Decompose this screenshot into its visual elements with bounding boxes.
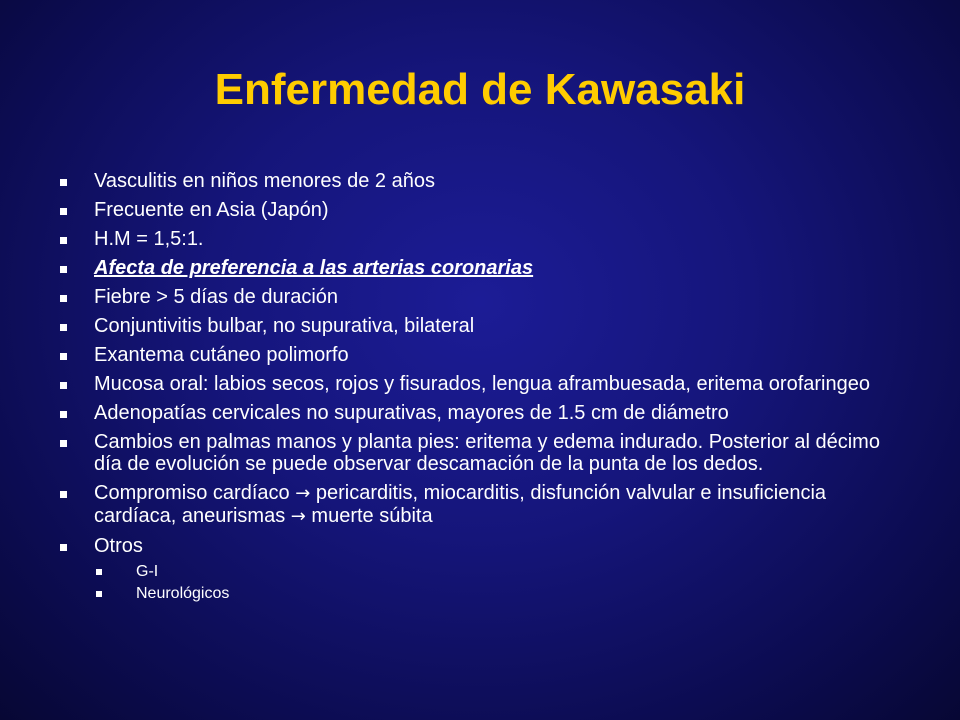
bullet-item: [60, 482, 910, 528]
bullet-text: Adenopatías cervicales no supurativas, mayores de 1.5 cm de diámetro: [94, 402, 729, 424]
square-bullet-icon: [96, 591, 102, 597]
bullet-item: [60, 228, 910, 250]
bullet-text: Conjuntivitis bulbar, no supurativa, bilateral: [94, 315, 475, 337]
bullet-item: [60, 315, 910, 337]
sub-bullet-list: [94, 562, 910, 604]
square-bullet-icon: [60, 266, 67, 273]
bullet-text: Mucosa oral: labios secos, rojos y fisurados, lengua aframbuesada, eritema orofaringeo: [94, 373, 870, 395]
bullet-item: [60, 431, 910, 475]
bullet-text-part: muerte súbita: [311, 505, 433, 527]
right-arrow-icon: →: [295, 483, 311, 504]
bullet-text: Exantema cutáneo polimorfo: [94, 344, 349, 366]
square-bullet-icon: [60, 544, 67, 551]
bullet-item: [60, 402, 910, 424]
square-bullet-icon: [60, 237, 67, 244]
bullet-text: [94, 482, 826, 527]
bullet-item: [60, 373, 910, 395]
bullet-text: Vasculitis en niños menores de 2 años: [94, 170, 435, 192]
right-arrow-icon: →: [290, 506, 306, 527]
square-bullet-icon: [60, 295, 67, 302]
square-bullet-icon: [60, 324, 67, 331]
sub-bullet-item: [96, 584, 910, 604]
bullet-text: Cambios en palmas manos y planta pies: eritema y edema indurado. Posterior al décimo día de evolución se puede observar descamación de la punta de los dedos.: [94, 431, 880, 475]
sub-bullet-text: Neurológicos: [136, 585, 230, 602]
bullet-item: [60, 535, 910, 604]
square-bullet-icon: [60, 491, 67, 498]
bullet-list: [60, 170, 910, 611]
bullet-text: H.M = 1,5:1.: [94, 228, 204, 250]
square-bullet-icon: [96, 569, 102, 575]
square-bullet-icon: [60, 208, 67, 215]
bullet-item: [60, 286, 910, 308]
bullet-item: [60, 199, 910, 221]
bullet-item: [60, 170, 910, 192]
bullet-text: Frecuente en Asia (Japón): [94, 199, 329, 221]
square-bullet-icon: [60, 382, 67, 389]
bullet-text: Otros: [94, 535, 143, 557]
square-bullet-icon: [60, 353, 67, 360]
square-bullet-icon: [60, 179, 67, 186]
slide-title: Enfermedad de Kawasaki: [214, 65, 746, 114]
bullet-text-part: pericarditis, miocarditis, disfunción valvular e insuficiencia cardíaca, aneurismas: [94, 482, 827, 527]
sub-bullet-text: G-I: [136, 563, 159, 580]
bullet-item-emphasized: [60, 257, 910, 279]
bullet-text-part: Compromiso cardíaco: [94, 482, 290, 504]
bullet-text: Afecta de preferencia a las arterias coronarias: [94, 257, 534, 279]
bullet-text: Fiebre > 5 días de duración: [94, 286, 339, 308]
bullet-item: [60, 344, 910, 366]
square-bullet-icon: [60, 411, 67, 418]
sub-bullet-item: [96, 562, 910, 582]
square-bullet-icon: [60, 440, 67, 447]
